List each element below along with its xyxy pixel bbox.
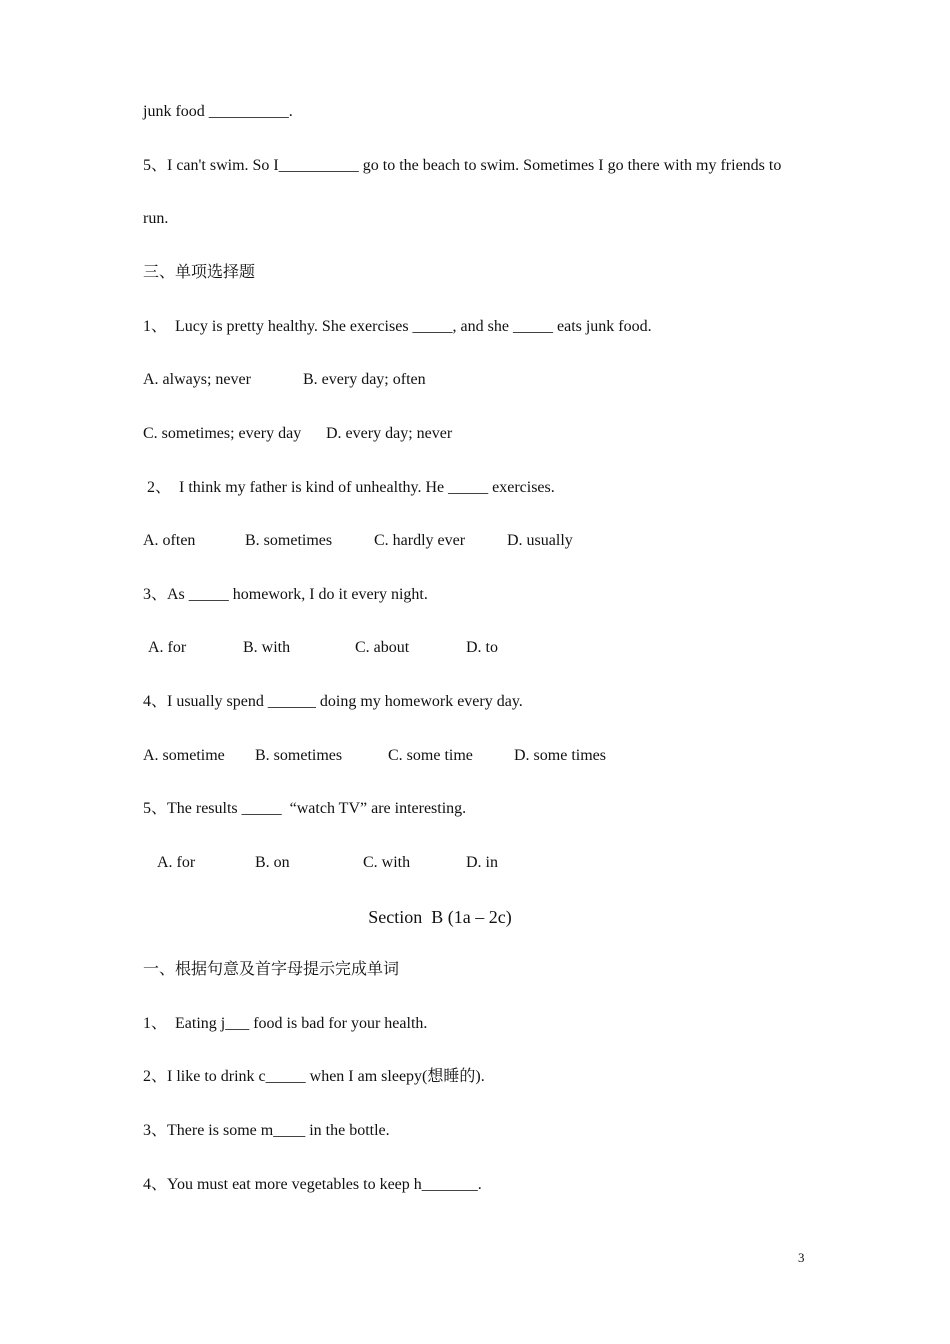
section-b-item-4: 4、You must eat more vegetables to keep h_______. bbox=[143, 1176, 482, 1193]
mcq-5-option-c: C. with bbox=[363, 854, 411, 871]
section-b-heading: Section B (1a – 2c) bbox=[368, 907, 512, 927]
mcq-5-option-b: B. on bbox=[255, 854, 290, 871]
mcq-3-stem: 3、As _____ homework, I do it every night. bbox=[143, 586, 428, 603]
mcq-5-option-d: D. in bbox=[466, 854, 498, 871]
mcq-2-option-b: B. sometimes bbox=[245, 532, 333, 549]
section-b-item-3: 3、There is some m____ in the bottle. bbox=[143, 1122, 390, 1139]
mcq-1-option-a: A. always; never bbox=[143, 371, 251, 388]
mcq-1-option-b: B. every day; often bbox=[303, 371, 426, 388]
page-number: 3 bbox=[798, 1250, 805, 1265]
mcq-3-option-b: B. with bbox=[243, 639, 291, 656]
section-b-item-1: 1、 Eating j___ food is bad for your health. bbox=[143, 1015, 428, 1032]
section-b-part1-title: 一、根据句意及首字母提示完成单词 bbox=[143, 961, 400, 978]
mcq-4-option-b: B. sometimes bbox=[255, 747, 343, 764]
mcq-4-option-c: C. some time bbox=[388, 747, 473, 764]
mcq-1-option-c: C. sometimes; every day bbox=[143, 425, 302, 442]
mcq-3-option-c: C. about bbox=[355, 639, 410, 656]
mcq-1-option-d: D. every day; never bbox=[326, 425, 453, 442]
mcq-2-option-c: C. hardly ever bbox=[374, 532, 466, 549]
mcq-1-stem: 1、 Lucy is pretty healthy. She exercises _____, and she _____ eats junk food. bbox=[143, 318, 652, 335]
mcq-4-stem: 4、I usually spend ______ doing my homework every day. bbox=[143, 693, 523, 710]
mcq-5-stem: 5、The results _____ “watch TV” are interesting. bbox=[143, 800, 467, 817]
mcq-4-option-a: A. sometime bbox=[143, 747, 225, 764]
fill-blank-q5-line1: 5、I can't swim. So I__________ go to the beach to swim. Sometimes I go there with my friends to bbox=[143, 157, 782, 174]
mcq-2-stem: 2、 I think my father is kind of unhealthy. He _____ exercises. bbox=[143, 479, 555, 496]
fill-blank-q5-line2: run. bbox=[143, 210, 169, 227]
mcq-3-option-a: A. for bbox=[148, 639, 187, 656]
fill-blank-q4-continuation: junk food __________. bbox=[143, 103, 293, 120]
mcq-4-option-d: D. some times bbox=[514, 747, 606, 764]
mcq-5-option-a: A. for bbox=[157, 854, 196, 871]
mcq-2-option-a: A. often bbox=[143, 532, 196, 549]
mcq-2-option-d: D. usually bbox=[507, 532, 573, 549]
part3-title: 三、单项选择题 bbox=[143, 264, 256, 281]
mcq-3-option-d: D. to bbox=[466, 639, 498, 656]
section-b-item-2: 2、I like to drink c_____ when I am sleepy(想睡的). bbox=[143, 1068, 485, 1085]
